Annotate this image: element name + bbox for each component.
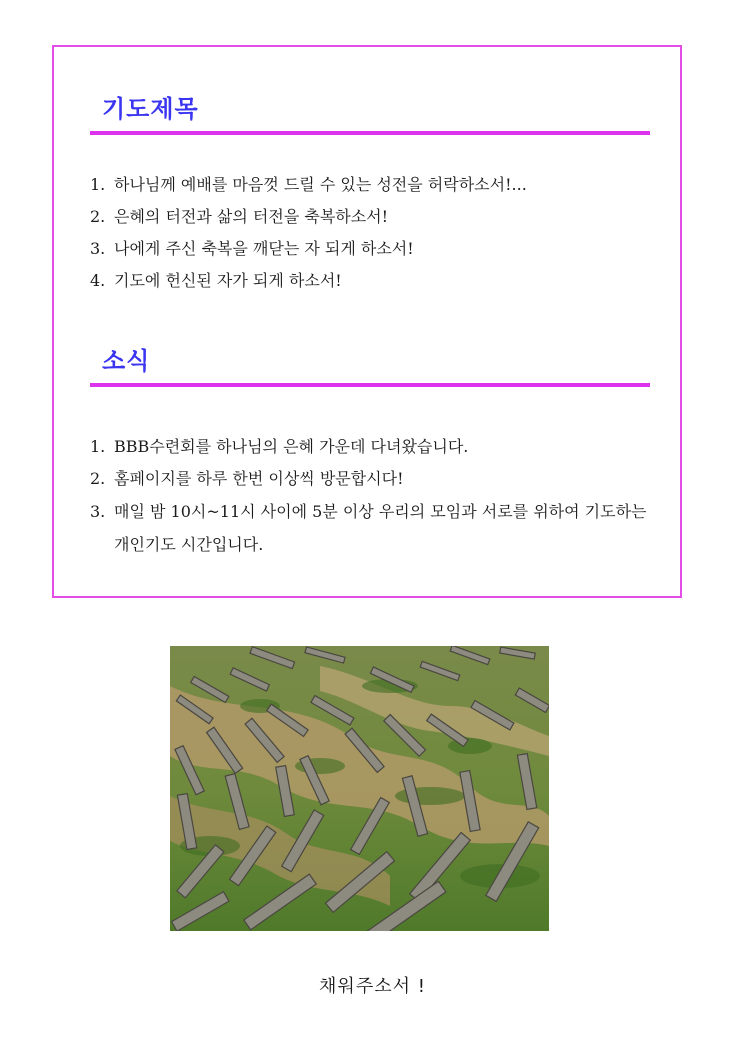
item-number: 3. bbox=[90, 239, 106, 258]
news-heading: 소식 bbox=[102, 347, 151, 375]
item-number: 2. bbox=[90, 207, 106, 226]
item-number: 1. bbox=[90, 437, 106, 456]
news-heading-rule bbox=[90, 383, 650, 387]
list-item bbox=[90, 233, 660, 265]
prayer-heading-rule bbox=[90, 131, 650, 135]
prayer-list bbox=[90, 169, 660, 297]
item-text: 매일 밤 10시~11시 사이에 5분 이상 우리의 모임과 서로를 위하여 기도하는 개인기도 시간입니다. bbox=[114, 502, 647, 554]
hillside-benches-photo bbox=[170, 646, 549, 931]
item-text: 홈페이지를 하루 한번 이상씩 방문합시다! bbox=[114, 469, 404, 488]
list-item bbox=[90, 495, 660, 561]
item-text: 은혜의 터전과 삶의 터전을 축복하소서! bbox=[114, 207, 389, 226]
list-item bbox=[90, 265, 660, 297]
item-text: BBB수련회를 하나님의 은혜 가운데 다녀왔습니다. bbox=[114, 437, 469, 456]
item-text: 나에게 주신 축복을 깨닫는 자 되게 하소서! bbox=[114, 239, 414, 258]
list-item bbox=[90, 169, 660, 201]
item-number: 3. bbox=[90, 502, 106, 521]
item-text: 기도에 헌신된 자가 되게 하소서! bbox=[114, 271, 342, 290]
list-item bbox=[90, 431, 660, 463]
news-list bbox=[90, 431, 660, 561]
item-number: 2. bbox=[90, 469, 106, 488]
caption: 채워주소서 ! bbox=[319, 976, 426, 997]
list-item bbox=[90, 463, 660, 495]
item-number: 1. bbox=[90, 175, 106, 194]
item-text: 하나님께 예배를 마음껏 드릴 수 있는 성전을 허락하소서!... bbox=[114, 175, 527, 194]
info-box bbox=[52, 45, 682, 598]
prayer-heading: 기도제목 bbox=[102, 95, 199, 123]
list-item bbox=[90, 201, 660, 233]
item-number: 4. bbox=[90, 271, 106, 290]
